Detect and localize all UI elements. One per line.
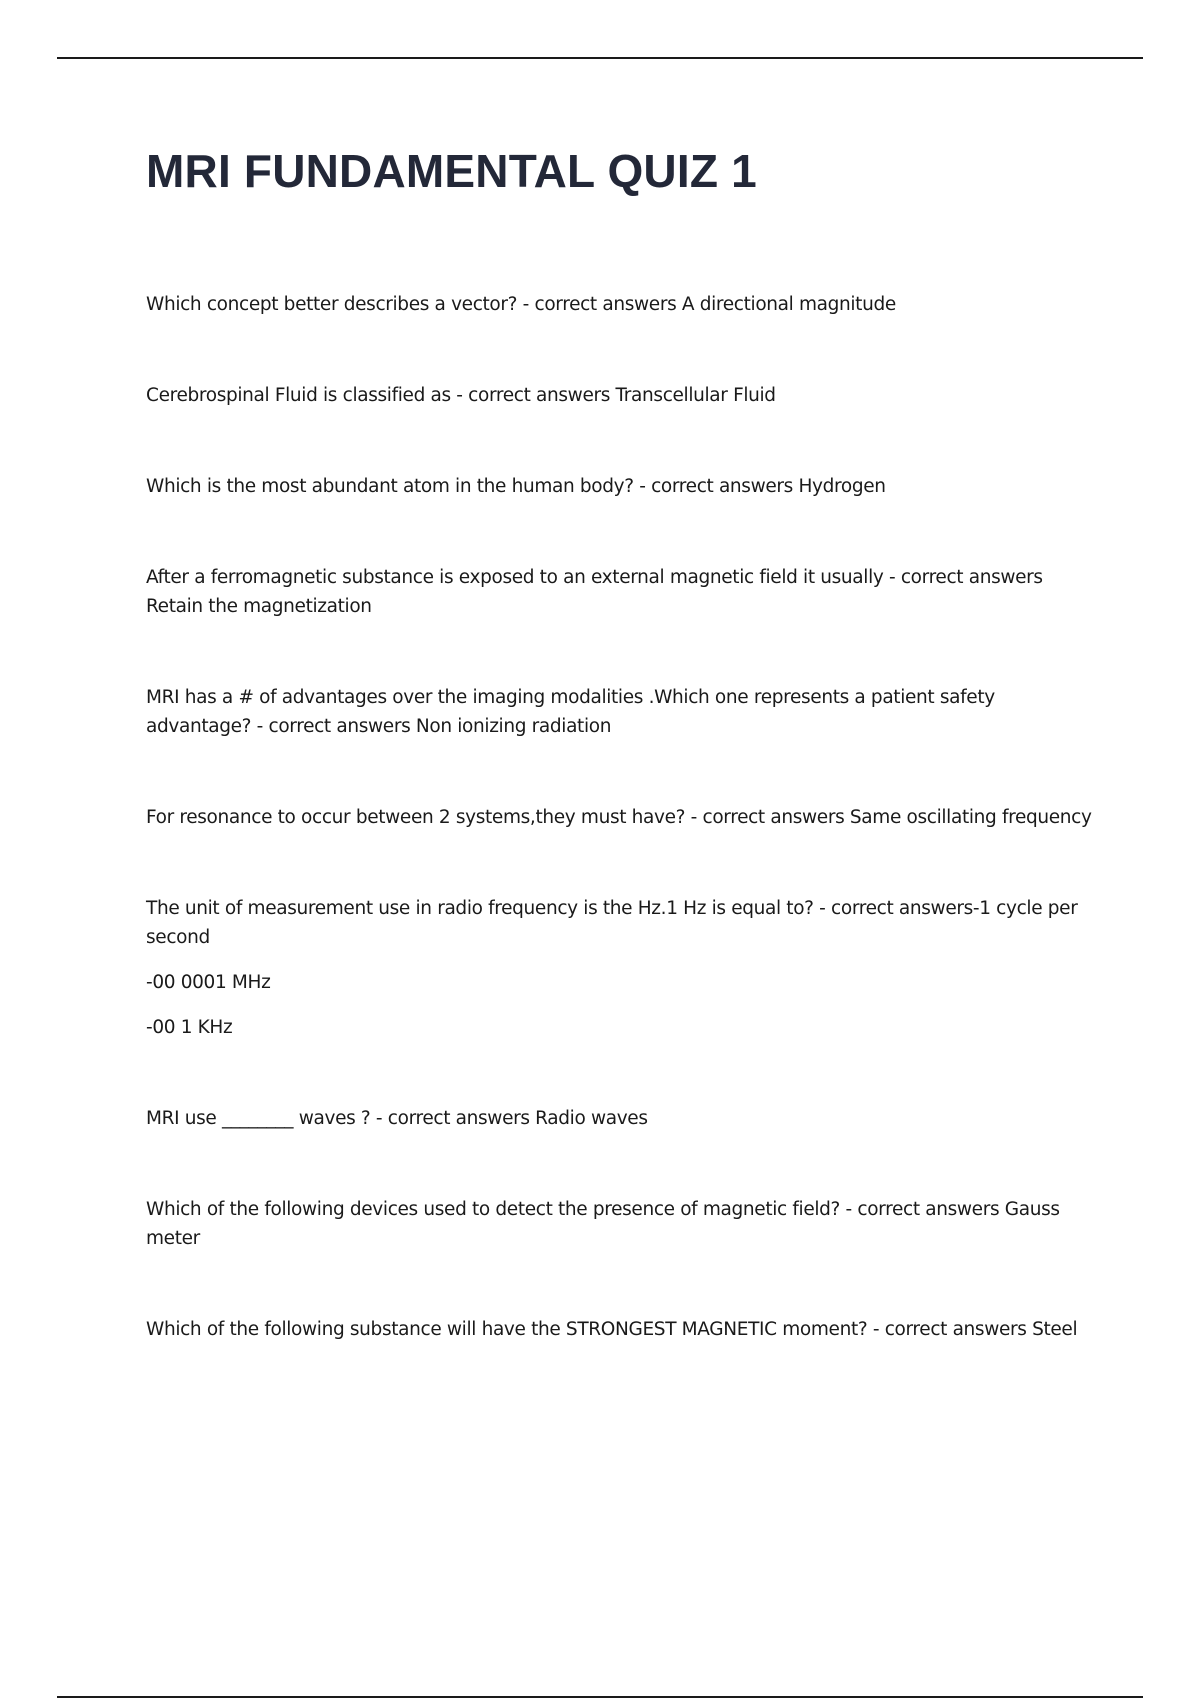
qa-item [146, 894, 1096, 1042]
qa-text: Which of the following devices used to detect the presence of magnetic field? - correct answers Gauss meter [146, 1199, 1060, 1249]
bottom-rule [57, 1696, 1143, 1698]
qa-sub-answer: -00 1 KHz [146, 1017, 233, 1038]
document-title: MRI FUNDAMENTAL QUIZ 1 [146, 145, 757, 197]
qa-text: Cerebrospinal Fluid is classified as - correct answers Transcellular Fluid [146, 385, 776, 406]
qa-text: The unit of measurement use in radio frequency is the Hz.1 Hz is equal to? - correct answers-1 cycle per second [146, 898, 1078, 948]
qa-item [146, 1195, 1096, 1253]
qa-text: After a ferromagnetic substance is exposed to an external magnetic field it usually - correct answers Retain the magnetization [146, 567, 1043, 617]
qa-item [146, 803, 1096, 832]
qa-text: Which concept better describes a vector? - correct answers A directional magnitude [146, 294, 896, 315]
qa-text: MRI has a # of advantages over the imaging modalities .Which one represents a patient safety advantage? - correct answers Non ionizing radiation [146, 687, 995, 737]
qa-item [146, 290, 1096, 319]
top-rule [57, 57, 1143, 59]
qa-sub-answer: -00 0001 MHz [146, 972, 271, 993]
qa-item [146, 472, 1096, 501]
qa-item [146, 683, 1096, 741]
qa-text: Which of the following substance will have the STRONGEST MAGNETIC moment? - correct answers Steel [146, 1319, 1078, 1340]
qa-text: For resonance to occur between 2 systems,they must have? - correct answers Same oscillating frequency [146, 807, 1092, 828]
qa-item [146, 1104, 1096, 1133]
qa-item [146, 1315, 1096, 1344]
qa-item [146, 381, 1096, 410]
qa-list [146, 290, 1096, 1344]
qa-text: MRI use ________ waves ? - correct answers Radio waves [146, 1108, 648, 1129]
qa-item [146, 563, 1096, 621]
qa-text: Which is the most abundant atom in the human body? - correct answers Hydrogen [146, 476, 886, 497]
